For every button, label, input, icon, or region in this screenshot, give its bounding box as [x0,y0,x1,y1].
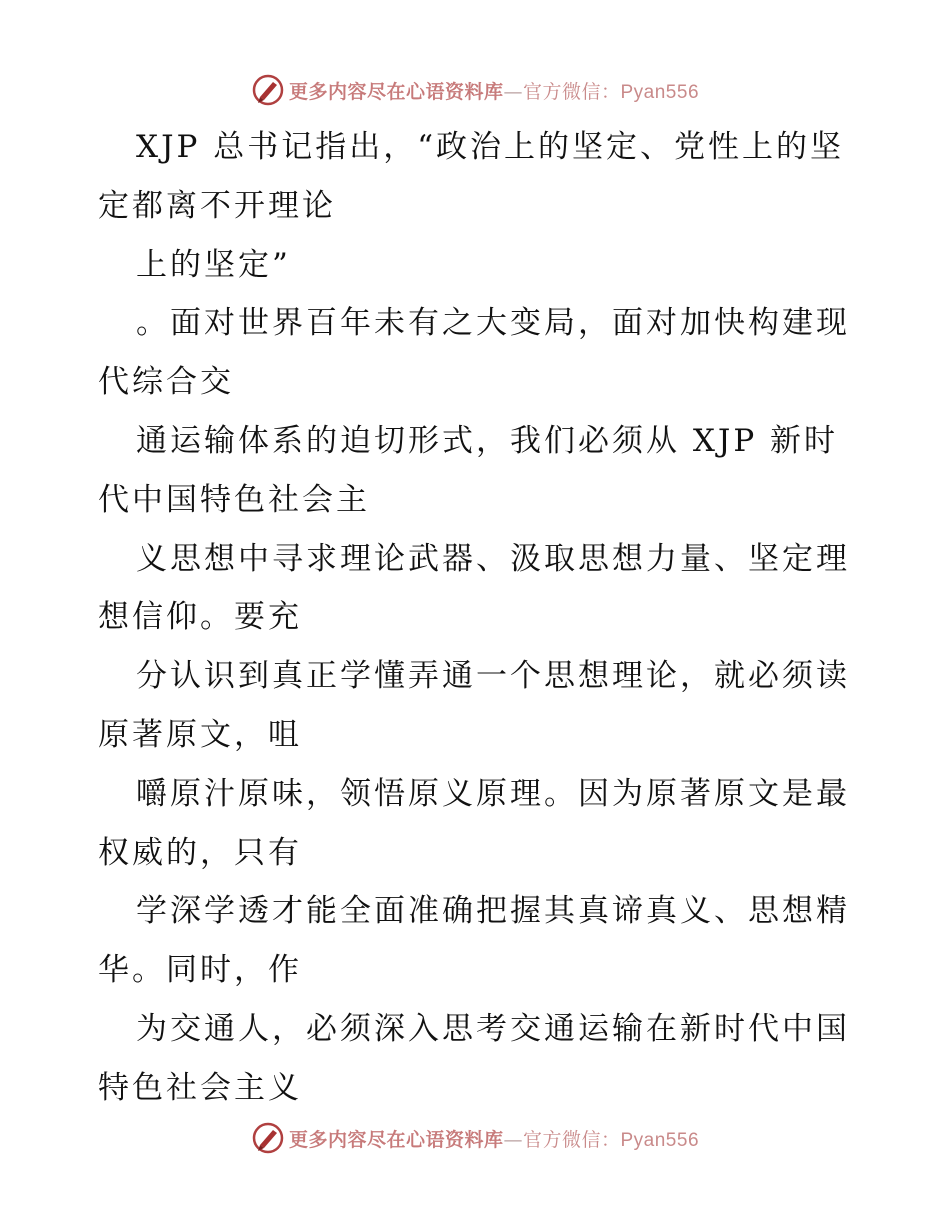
text-line: 为交通人，必须深入思考交通运输在新时代中国 [136,1010,850,1047]
text-line: 通运输体系的迫切形式，我们必须从 XJP 新时 [136,422,839,459]
pen-logo-icon [251,1121,285,1155]
text-line: 代综合交 [98,364,234,401]
text-line: 原著原文，咀 [98,716,302,753]
document-body [98,118,868,1118]
banner-wechat-id: Pyan556 [620,1129,700,1151]
text-line: 代中国特色社会主 [98,481,370,518]
text-line: 分认识到真正学懂弄通一个思想理论，就必须读 [136,658,850,695]
banner-dash: — [503,1128,523,1151]
text-line: 上的坚定” [136,246,291,283]
header-banner [0,70,950,110]
pen-logo-icon [251,73,285,107]
banner-main: 更多内容尽在心语资料库 [288,80,504,103]
banner-text [289,77,699,104]
text-line: 想信仰。要充 [98,599,302,636]
text-line: 义思想中寻求理论武器、汲取思想力量、坚定理 [136,540,850,577]
banner-text [289,1125,699,1152]
text-line: 。面对世界百年未有之大变局，面对加快构建现 [136,305,850,342]
text-line: XJP 总书记指出，“政治上的坚定、党性上的坚 [136,129,845,165]
text-line: 特色社会主义 [98,1069,302,1106]
footer-banner [0,1118,950,1158]
banner-official: 官方微信： [522,1128,621,1151]
text-line: 定都离不开理论 [98,187,336,224]
text-line: 嚼原汁原味，领悟原义原理。因为原著原文是最 [136,775,850,812]
text-line: 权威的，只有 [98,834,302,871]
text-line: 华。同时，作 [98,952,302,989]
banner-wechat-id: Pyan556 [620,81,700,103]
text-line: 学深学透才能全面准确把握其真谛真义、思想精 [136,893,850,930]
banner-official: 官方微信： [522,80,621,103]
banner-dash: — [503,80,523,103]
banner-main: 更多内容尽在心语资料库 [288,1128,504,1151]
